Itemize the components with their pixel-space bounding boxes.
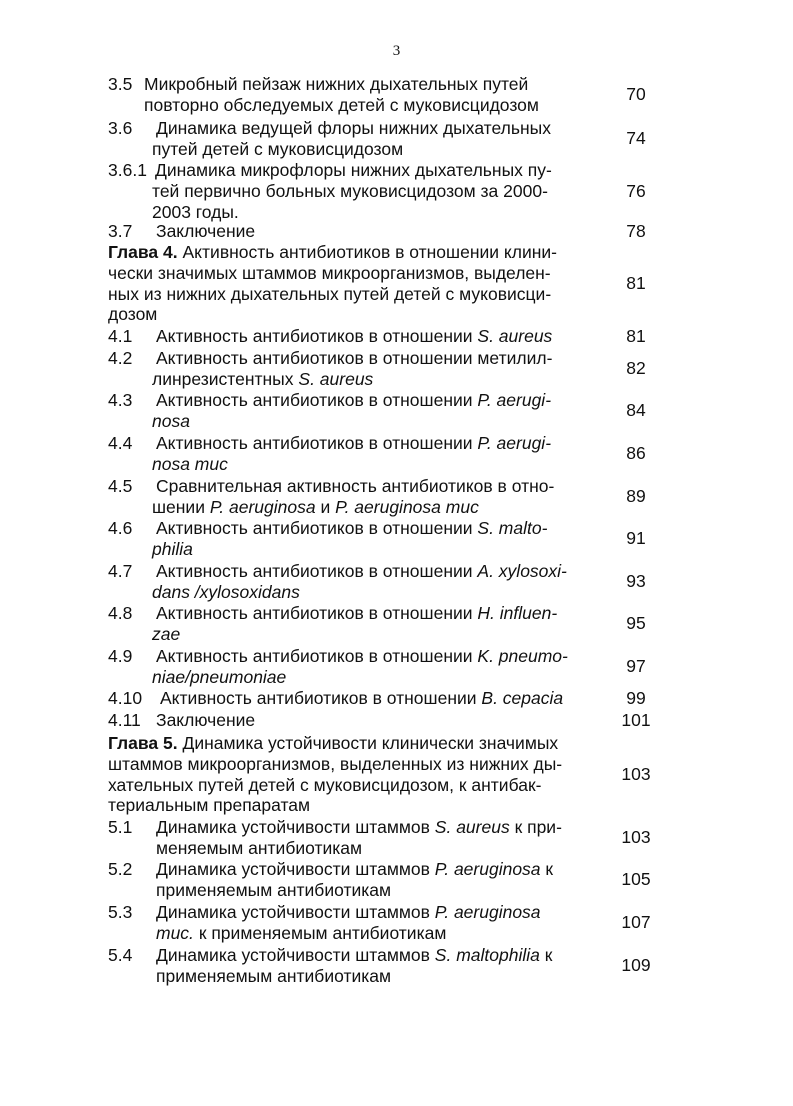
toc-text: шении (152, 496, 205, 517)
toc-species: S. aureus (298, 368, 374, 389)
toc-text: териальным препаратам (108, 795, 311, 816)
toc-line (108, 118, 608, 138)
toc-section-number: 4.10 (108, 688, 143, 708)
toc-section-number: 5.2 (108, 859, 133, 879)
page-number: 3 (392, 43, 401, 59)
toc-line (108, 775, 608, 795)
toc-species: S. aureus (434, 817, 510, 837)
toc-page-number: 81 (626, 273, 646, 294)
toc-text: ных из нижних дыхательных путей детей с муковисци- (108, 283, 552, 304)
toc-text: Активность антибиотиков в отношении (156, 326, 473, 346)
toc-line (108, 817, 608, 837)
toc-page-number: 99 (626, 688, 646, 708)
toc-page-number: 82 (626, 358, 646, 379)
toc-page-number: 107 (621, 912, 651, 933)
toc-species: P. aeruginosa (434, 902, 541, 922)
toc-species: S. malto- (477, 518, 548, 538)
toc-line (108, 518, 608, 538)
toc-section-number: 4.4 (108, 433, 133, 453)
toc-section-number: 3.7 (108, 221, 133, 241)
toc-section-number: 4.1 (108, 326, 133, 346)
toc-species: K. pneumo- (477, 646, 568, 666)
toc-line (108, 966, 656, 986)
toc-text: Активность антибиотиков в отношении (156, 390, 473, 410)
toc-line (108, 603, 608, 623)
toc-text: Активность антибиотиков в отношении клини- (182, 242, 557, 262)
toc-text: Активность антибиотиков в отношении (156, 433, 473, 453)
toc-section-number: 4.8 (108, 603, 133, 623)
toc-line (108, 539, 652, 559)
toc-text: Динамика ведущей флоры нижних дыхательных (156, 118, 551, 138)
toc-text: Заключение (156, 710, 256, 730)
toc-species: A. xylosoxi- (477, 561, 567, 581)
toc-text: 2003 годы. (152, 201, 239, 222)
toc-line (108, 160, 608, 180)
toc-species: nosa muc (152, 453, 228, 474)
toc-page-number: 86 (626, 443, 646, 464)
toc-line (108, 497, 652, 517)
toc-section-number: 4.9 (108, 646, 133, 666)
toc-line (108, 646, 608, 666)
toc-chapter-label: Глава 4. (108, 242, 178, 262)
toc-species: S. maltophilia (434, 945, 540, 965)
toc-text: Активность антибиотиков в отношении (156, 646, 473, 666)
toc-species: H. influen- (477, 603, 558, 623)
toc-text: штаммов микроорганизмов, выделенных из нижних ды- (108, 753, 563, 774)
toc-text: Сравнительная активность антибиотиков в отно- (156, 476, 555, 496)
toc-line (108, 838, 656, 858)
toc-line (108, 390, 608, 410)
toc-line (108, 454, 652, 474)
toc-line (108, 795, 608, 815)
toc-section-number: 4.11 (108, 710, 141, 730)
toc-text: к применяемым антибиотикам (198, 922, 447, 943)
toc-section-number: 4.7 (108, 561, 133, 581)
toc-section-number: 3.5 (108, 74, 133, 94)
toc-species: dans /xylosoxidans (152, 581, 300, 602)
toc-text: к при- (514, 817, 562, 837)
toc-line (108, 880, 656, 900)
toc-line (108, 74, 608, 94)
toc-text: применяемым антибиотикам (156, 965, 392, 986)
toc-text: к (545, 859, 554, 879)
toc-line (108, 181, 652, 201)
toc-line (108, 945, 608, 965)
toc-text: и (320, 496, 331, 517)
toc-page-number: 109 (621, 955, 651, 976)
toc-text: повторно обследуемых детей с муковисцидозом (144, 94, 539, 115)
toc-line (108, 476, 608, 496)
toc-species: philia (152, 538, 193, 559)
toc-chapter-label: Глава 5. (108, 733, 178, 753)
toc-section-number: 5.1 (108, 817, 133, 837)
toc-page-number: 74 (626, 128, 646, 149)
toc-species: nosa (152, 410, 190, 431)
toc-line (108, 304, 608, 324)
toc-line (108, 561, 608, 581)
toc-section-number: 3.6.1 (108, 160, 147, 180)
toc-species: P. aerugi- (477, 433, 552, 453)
toc-text: к (544, 945, 553, 965)
toc-line (108, 326, 608, 346)
toc-line (108, 284, 608, 304)
toc-text: Активность антибиотиков в отношении (160, 688, 477, 708)
toc-page-number: 101 (621, 710, 651, 730)
toc-text: Динамика устойчивости клинически значимых (182, 733, 559, 753)
toc-species: P. aeruginosa muc (335, 496, 479, 517)
toc-line (108, 733, 608, 753)
toc-line (108, 242, 608, 262)
toc-line (108, 348, 608, 368)
toc-page-number: 91 (626, 528, 646, 549)
toc-section-number: 4.5 (108, 476, 133, 496)
toc-page-number: 76 (626, 180, 646, 201)
toc-text: применяемым антибиотикам (156, 879, 392, 900)
toc-text: Заключение (156, 221, 256, 241)
toc-page-number: 89 (626, 486, 646, 507)
toc-section-number: 5.3 (108, 902, 133, 922)
toc-section-number: 4.6 (108, 518, 133, 538)
toc-text: Динамика микрофлоры нижних дыхательных пу- (155, 160, 552, 180)
toc-page-number: 70 (626, 84, 646, 105)
toc-line (108, 95, 644, 115)
toc-text: Динамика устойчивости штаммов (156, 945, 430, 965)
toc-line (108, 139, 652, 159)
toc-text: дозом (108, 304, 158, 325)
toc-line (108, 263, 608, 283)
toc-text: Микробный пейзаж нижних дыхательных путей (144, 74, 529, 94)
toc-section-number: 4.2 (108, 348, 133, 368)
toc-species: P. aerugi- (477, 390, 552, 410)
toc-page-number: 81 (626, 326, 646, 346)
toc-text: Активность антибиотиков в отношении (156, 561, 473, 581)
toc-page-number: 97 (626, 656, 646, 677)
toc-line (108, 624, 652, 644)
toc-text: чески значимых штаммов микроорганизмов, выделен- (108, 262, 551, 283)
toc-line (108, 754, 608, 774)
toc-text: путей детей с муковисцидозом (152, 138, 404, 159)
toc-line (108, 688, 608, 708)
toc-text: Динамика устойчивости штаммов (156, 902, 430, 922)
toc-section-number: 3.6 (108, 118, 133, 138)
toc-species: P. aeruginosa (434, 859, 541, 879)
toc-species: niae/pneumoniae (152, 666, 287, 687)
toc-page-number: 84 (626, 400, 646, 421)
toc-text: Динамика устойчивости штаммов (156, 817, 430, 837)
toc-line (108, 202, 652, 222)
toc-text: хательных путей детей с муковисцидозом, к антибак- (108, 774, 542, 795)
toc-line (108, 923, 656, 943)
toc-text: Динамика устойчивости штаммов (156, 859, 430, 879)
toc-line (108, 859, 608, 879)
toc-page-number: 95 (626, 613, 646, 634)
toc-line (108, 221, 608, 241)
toc-page-number: 103 (621, 764, 651, 785)
toc-species: B. cepacia (481, 688, 564, 708)
toc-text: меняемым антибиотикам (156, 837, 363, 858)
toc-line (108, 582, 652, 602)
toc-text: линрезистентных (152, 368, 294, 389)
toc-line (108, 369, 652, 389)
toc-species: muc. (156, 922, 194, 943)
toc-page-number: 93 (626, 571, 646, 592)
toc-line (108, 710, 608, 730)
toc-species: zae (152, 623, 181, 644)
toc-page-number: 103 (621, 827, 651, 848)
toc-text: Активность антибиотиков в отношении (156, 518, 473, 538)
toc-species: S. aureus (477, 326, 553, 346)
toc-page-number: 105 (621, 869, 651, 890)
toc-text: Активность антибиотиков в отношении метилил- (156, 348, 553, 368)
toc-section-number: 4.3 (108, 390, 133, 410)
toc-text: Активность антибиотиков в отношении (156, 603, 473, 623)
toc-line (108, 667, 652, 687)
toc-page-number: 78 (626, 221, 646, 241)
toc-line (108, 411, 652, 431)
toc-line (108, 433, 608, 453)
toc-line (108, 902, 608, 922)
toc-species: P. aeruginosa (209, 496, 316, 517)
toc-section-number: 5.4 (108, 945, 133, 965)
toc-text: тей первично больных муковисцидозом за 2000- (152, 180, 548, 201)
